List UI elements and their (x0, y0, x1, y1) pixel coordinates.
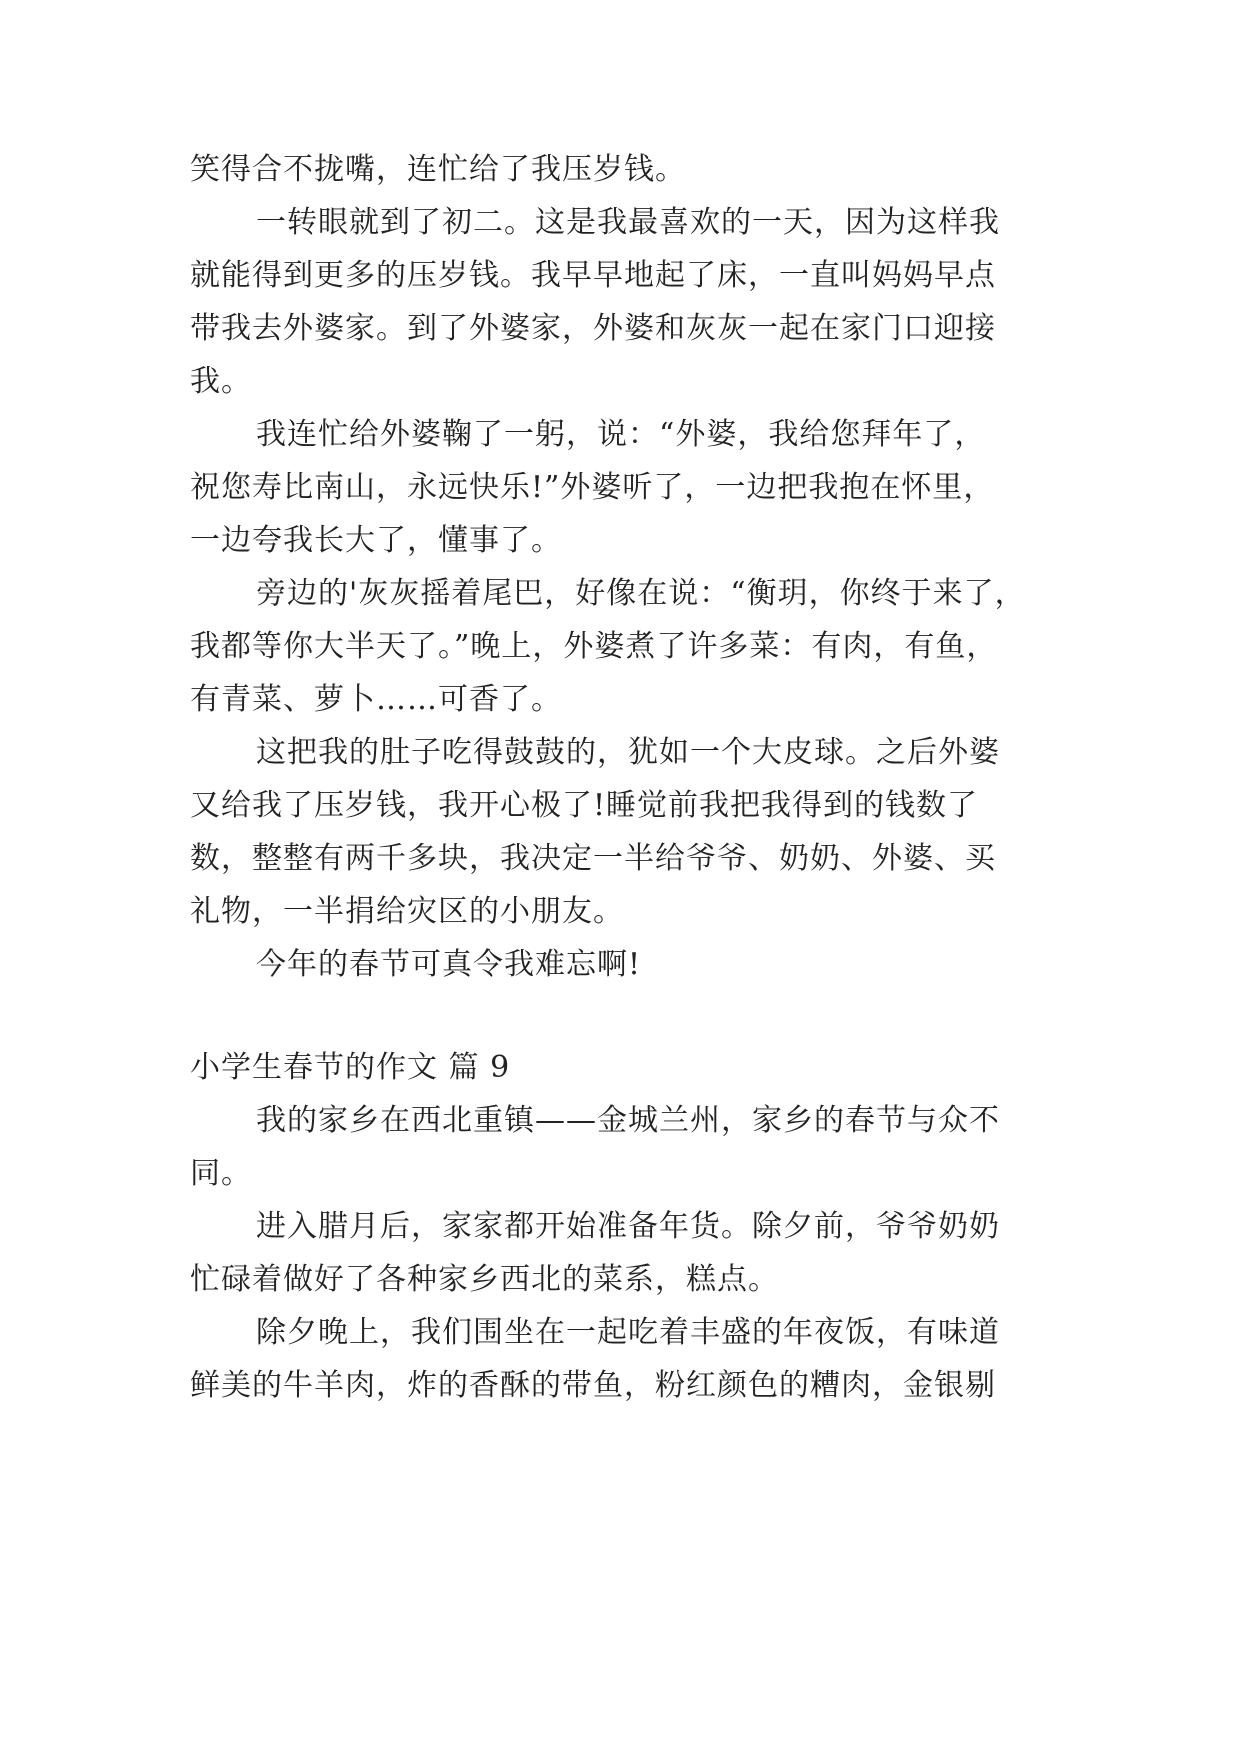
section-heading: 小学生春节的作文 篇 9 (190, 1050, 511, 1085)
paragraph-start: 我的家乡在西北重镇——金城兰州，家乡的春节与众不 (256, 1103, 1000, 1138)
paragraph-start: 今年的春节可真令我难忘啊! (256, 947, 642, 982)
text-line: 鲜美的牛羊肉，炸的香酥的带鱼，粉红颜色的糟肉，金银剔 (190, 1368, 996, 1403)
paragraph-start: 一转眼就到了初二。这是我最喜欢的一天，因为这样我 (256, 205, 1000, 240)
paragraph-start: 除夕晚上，我们围坐在一起吃着丰盛的年夜饭，有味道 (256, 1315, 1000, 1350)
text-line: 礼物，一半捐给灾区的小朋友。 (190, 894, 624, 929)
paragraph-start: 进入腊月后，家家都开始准备年货。除夕前，爷爷奶奶 (256, 1209, 1000, 1244)
text-line: 带我去外婆家。到了外婆家，外婆和灰灰一起在家门口迎接 (190, 311, 996, 346)
text-line: 忙碌着做好了各种家乡西北的菜系，糕点。 (190, 1262, 779, 1297)
text-line: 笑得合不拢嘴，连忙给了我压岁钱。 (190, 152, 686, 187)
text-line: 同。 (190, 1156, 252, 1191)
text-line: 祝您寿比南山，永远快乐!”外婆听了，一边把我抱在怀里， (190, 470, 995, 505)
paragraph-start: 我连忙给外婆鞠了一躬，说：“外婆，我给您拜年了， (256, 417, 986, 452)
paragraph-start: 这把我的肚子吃得鼓鼓的，犹如一个大皮球。之后外婆 (256, 735, 1000, 770)
text-line: 又给我了压岁钱，我开心极了!睡觉前我把我得到的钱数了 (190, 788, 979, 823)
text-line: 我都等你大半天了。”晚上，外婆煮了许多菜：有肉，有鱼， (190, 629, 998, 664)
text-line: 有青菜、萝卜……可香了。 (190, 682, 562, 717)
text-line: 我。 (190, 364, 252, 399)
text-line: 就能得到更多的压岁钱。我早早地起了床，一直叫妈妈早点 (190, 258, 996, 293)
paragraph-start: 旁边的'灰灰摇着尾巴，好像在说：“衡玥，你终于来了， (256, 576, 1026, 611)
text-line: 数，整整有两千多块，我决定一半给爷爷、奶奶、外婆、买 (190, 841, 996, 876)
text-line: 一边夸我长大了，懂事了。 (190, 523, 562, 558)
